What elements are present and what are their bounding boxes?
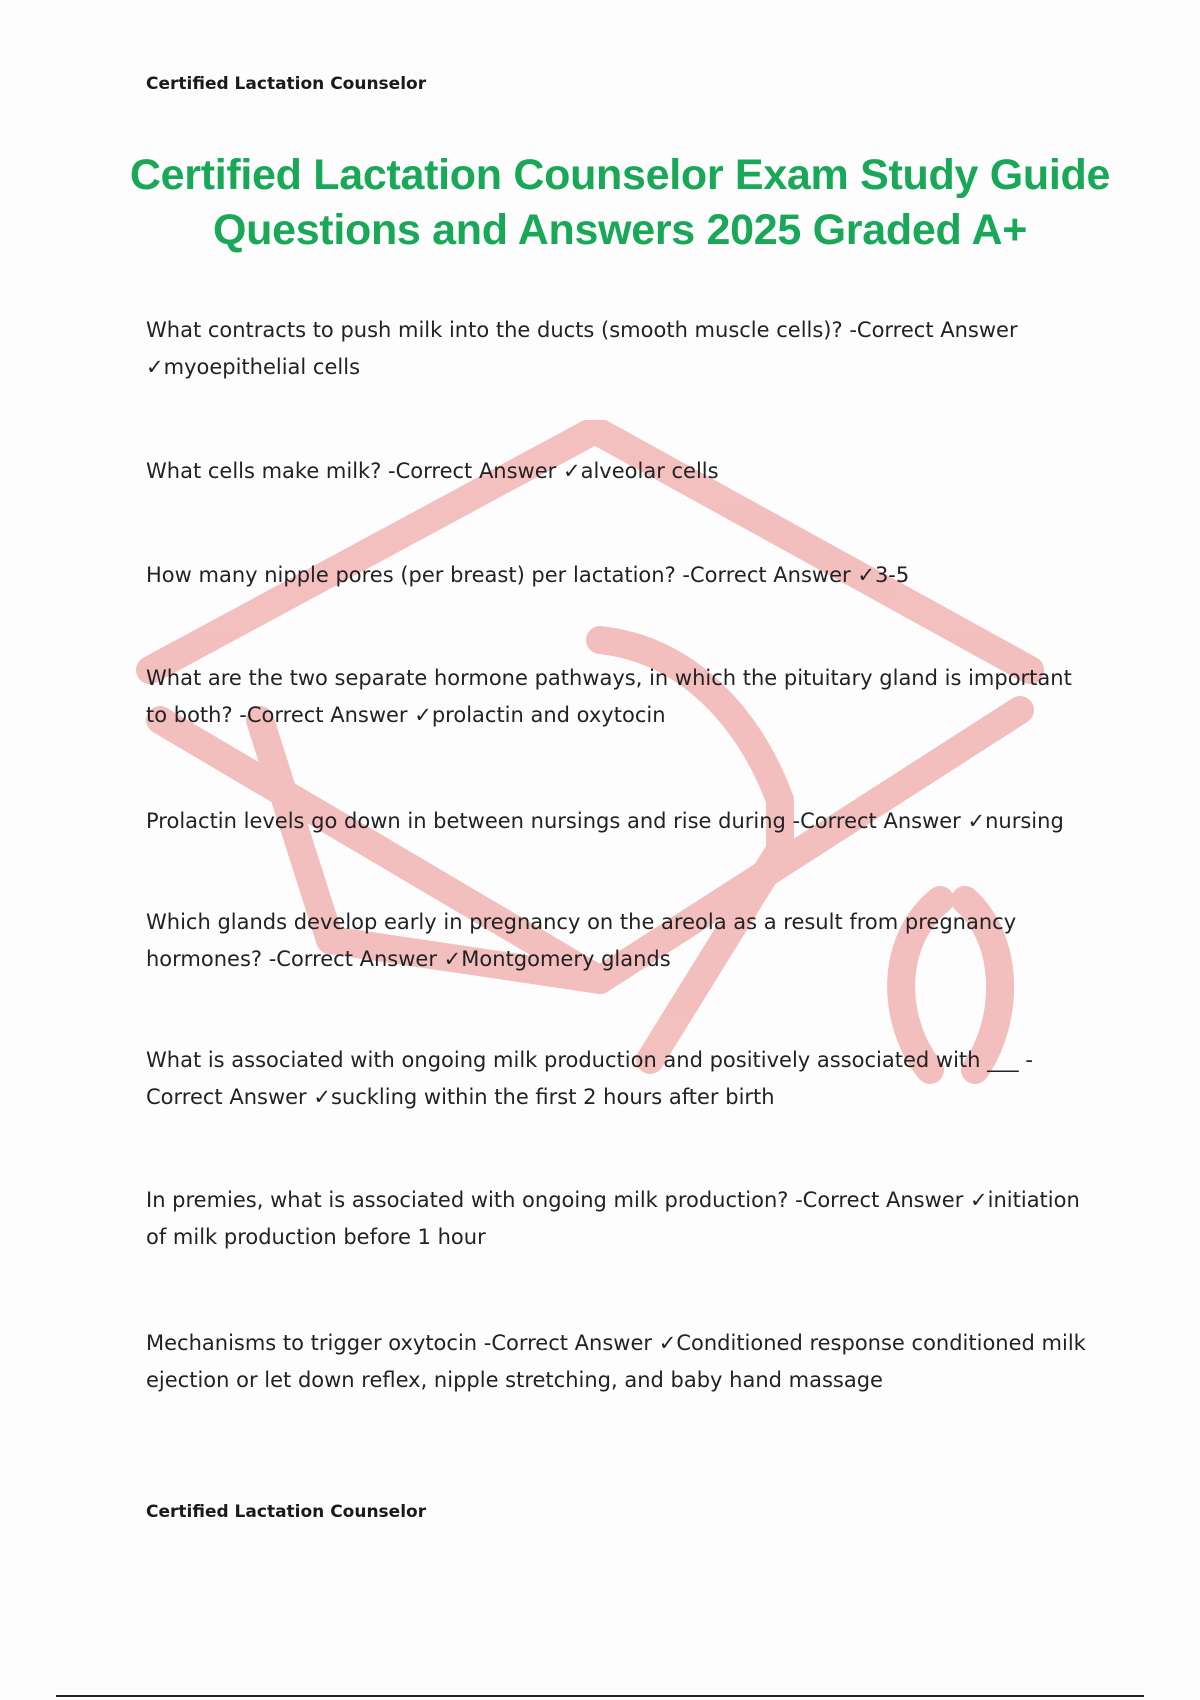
qa-item (146, 557, 1096, 594)
qa-item (146, 1042, 1096, 1116)
question-text: What are the two separate hormone pathways, in which the pituitary gland is important to both? -Correct Answer (146, 666, 1072, 727)
check-icon: ✓ (857, 563, 875, 587)
running-header: Certified Lactation Counselor (146, 74, 427, 94)
question-text: Mechanisms to trigger oxytocin -Correct Answer (146, 1331, 653, 1355)
check-icon: ✓ (658, 1331, 677, 1355)
check-icon: ✓ (146, 355, 164, 379)
check-icon: ✓ (970, 1188, 988, 1212)
qa-item (146, 803, 1096, 840)
answer-text: alveolar cells (580, 459, 719, 483)
answer-text: prolactin and oxytocin (431, 703, 666, 727)
page-title (100, 148, 1140, 258)
answer-text: initiation of milk production before 1 hour (146, 1188, 1080, 1249)
check-icon: ✓ (967, 809, 986, 833)
title-line-2: Questions and Answers 2025 Graded A+ (212, 206, 1028, 254)
qa-item (146, 904, 1096, 978)
qa-item (146, 660, 1096, 734)
qa-item (146, 1325, 1096, 1399)
answer-text: Montgomery glands (461, 947, 671, 971)
question-text: What is associated with ongoing milk production and positively associated with ___ - Correct Answer (146, 1048, 1033, 1109)
question-text: Prolactin levels go down in between nursings and rise during -Correct Answer (146, 809, 961, 833)
check-icon: ✓ (562, 459, 581, 483)
answer-text: 3-5 (874, 563, 910, 587)
qa-item (146, 1182, 1096, 1256)
answer-text: Conditioned response conditioned milk ejection or let down reflex, nipple stretching, and baby hand massage (146, 1331, 1086, 1392)
question-text: What cells make milk? -Correct Answer (146, 459, 557, 483)
question-text: What contracts to push milk into the ducts (smooth muscle cells)? -Correct Answer (146, 318, 1018, 342)
answer-text: suckling within the first 2 hours after birth (330, 1085, 775, 1109)
check-icon: ✓ (414, 703, 432, 727)
page-bottom-rule (56, 1695, 1144, 1697)
question-text: In premies, what is associated with ongoing milk production? -Correct Answer (146, 1188, 964, 1212)
check-icon: ✓ (313, 1085, 331, 1109)
running-footer: Certified Lactation Counselor (146, 1502, 427, 1522)
title-line-1: Certified Lactation Counselor Exam Study Guide (129, 151, 1111, 199)
question-text: How many nipple pores (per breast) per lactation? -Correct Answer (146, 563, 851, 587)
answer-text: myoepithelial cells (163, 355, 361, 379)
qa-item (146, 453, 1096, 490)
question-text: Which glands develop early in pregnancy on the areola as a result from pregnancy hormones? -Correct Answer (146, 910, 1017, 971)
qa-item (146, 312, 1096, 386)
answer-text: nursing (985, 809, 1064, 833)
check-icon: ✓ (443, 947, 462, 971)
